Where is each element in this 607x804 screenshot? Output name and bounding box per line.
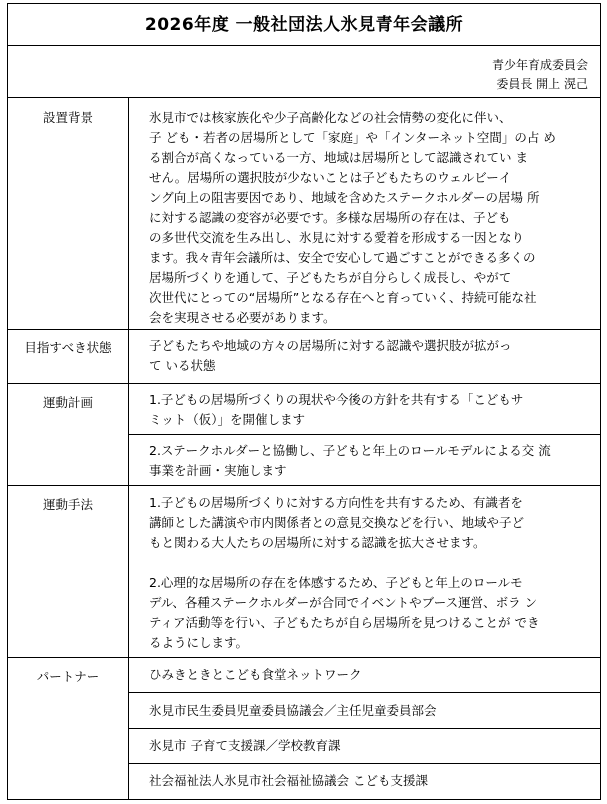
text-line: 2.心理的な居場所の存在を体感するため、子どもと年上のロールモ — [149, 575, 523, 590]
text-line: ティア活動等を行い、子どもたちが自ら居場所を見つけることが でき — [149, 615, 540, 630]
text-line: る割合が高くなっている一方、地域は居場所として認識されてい ま — [149, 150, 528, 165]
goal-label: 目指すべき状態 — [8, 330, 129, 383]
method-text — [129, 493, 600, 653]
text-line: もと関わる大人たちの居場所に対する認識を拡大させます。 — [149, 535, 486, 550]
text-line: るようにします。 — [149, 635, 249, 650]
text-line: ング向上の阻害要因であり、地域を含めたステークホルダーの居場 所 — [149, 190, 540, 205]
text-line: 氷見市では核家族化や少子高齢化などの社会情勢の変化に伴い、 — [149, 110, 512, 125]
text-line: 講師とした講演や市内関係者との意見交換などを行い、地域や子ど — [149, 515, 525, 530]
plan-section — [8, 384, 600, 486]
background-label: 設置背景 — [8, 98, 129, 329]
text-line: の多世代交流を生み出し、氷見に対する愛着を形成する一因となり — [149, 230, 525, 245]
goal-text — [129, 336, 600, 376]
text-line: 子 ども・若者の居場所として「家庭」や「インターネット空間」の占 め — [149, 130, 556, 145]
plan-item-1 — [129, 384, 600, 435]
document-sheet — [7, 3, 601, 800]
partner-item: 氷見市 子育て支援課／学校教育課 — [129, 729, 600, 764]
document-title: 2026年度 一般社団法人氷見青年会議所 — [8, 4, 600, 46]
text-line: ミット（仮）」を開催します — [149, 412, 306, 427]
text-line: 会を実現させる必要があります。 — [149, 310, 336, 325]
text-line: 2.ステークホルダーと協働し、子どもと年上のロールモデルによる交 流 — [149, 443, 551, 458]
text-line: て いる状態 — [149, 358, 216, 373]
method-label: 運動手法 — [8, 486, 129, 657]
plan-item-2 — [129, 435, 600, 485]
text-line: 居場所づくりを通して、子どもたちが自分らしく成長し、やがて — [149, 270, 512, 285]
text-line: 次世代にとっての“居場所”となる存在へと育っていく、持続可能な社 — [149, 290, 537, 305]
committee-chair: 委員長 開上 滉己 — [496, 77, 588, 91]
method-section — [8, 486, 600, 658]
text-line: 1.子どもの居場所づくりの現状や今後の方針を共有する「こどもサ — [149, 392, 524, 407]
partner-item: 氷見市民生委員児童委員協議会／主任児童委員部会 — [129, 693, 600, 729]
organizer-block — [8, 46, 600, 98]
partners-label: パートナー — [8, 658, 129, 799]
goal-section — [8, 330, 600, 384]
partner-item: 社会福祉法人氷見市社会福祉協議会 こども支援課 — [149, 773, 428, 788]
committee-name: 青少年育成委員会 — [491, 58, 588, 72]
plan-label: 運動計画 — [8, 384, 129, 485]
partners-section — [8, 658, 600, 799]
text-line: デル、各種ステークホルダーが合同でイベントやブース運営、ボラ ン — [149, 595, 538, 610]
partner-item: ひみきときとこども食堂ネットワーク — [129, 658, 600, 693]
text-line: 子どもたちや地域の方々の居場所に対する認識や選択肢が拡がっ — [149, 338, 512, 353]
text-line: 1.子どもの居場所づくりに対する方向性を共有するため、有識者を — [149, 495, 523, 510]
text-line: ます。我々青年会議所は、安全で安心して過ごすことができる多くの — [149, 250, 536, 265]
background-section — [8, 98, 600, 330]
background-text — [129, 108, 600, 328]
text-line: 事業を計画・実施します — [149, 463, 287, 478]
text-line: せん。居場所の選択肢が少ないことは子どもたちのウェルビーイ — [149, 170, 512, 185]
text-line: に対する認識の変容が必要です。多様な居場所の存在は、子ども — [149, 210, 511, 225]
